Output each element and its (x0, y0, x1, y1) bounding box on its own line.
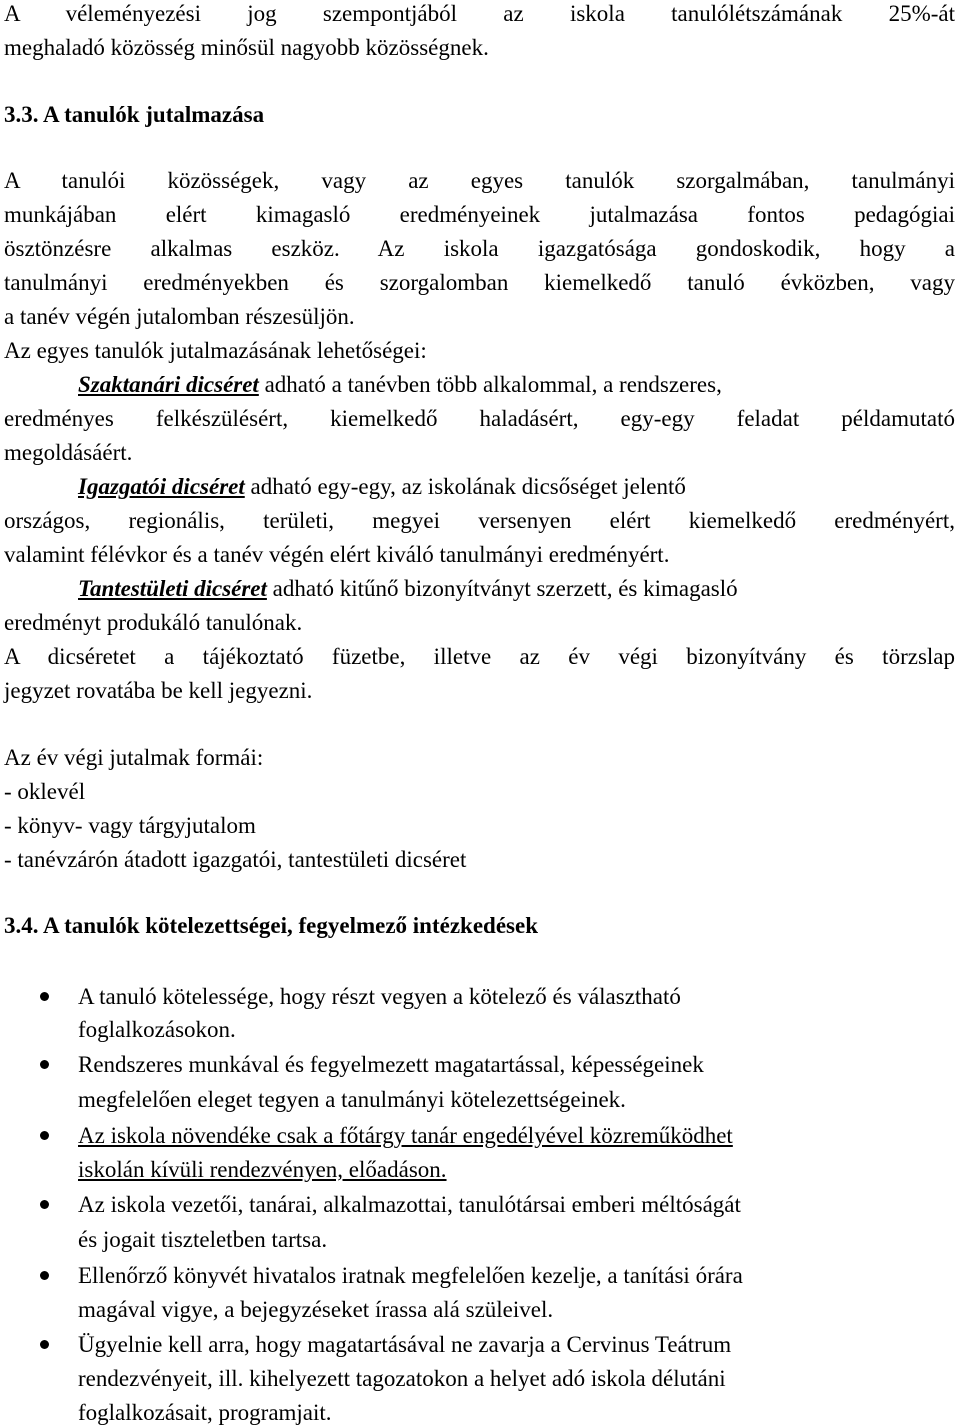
bullet-line: A tanuló kötelessége, hogy részt vegyen a kötelező és választható (78, 984, 681, 1009)
igazgatoi-rest: adható egy-egy, az iskolának dicsőséget jelentő (244, 474, 686, 499)
section-heading-3-3: 3.3. A tanulók jutalmazása (4, 102, 265, 127)
igazgatoi-line-3: valamint félévkor és a tanév végén elért kiváló tanulmányi eredményért. (4, 542, 670, 567)
szaktanari-line-2: eredményes felkészülésért, kiemelkedő haladásért, egy-egy feladat példamutató (4, 406, 955, 431)
paragraph-line: A tanulói közösségek, vagy az egyes tanulók szorgalmában, tanulmányi (4, 168, 955, 193)
szaktanari-rest: adható a tanévben több alkalommal, a rendszeres, (258, 372, 722, 397)
section-heading-3-4 (4, 912, 538, 940)
year-end-item: - oklevél (4, 779, 86, 804)
intro-line-2: meghaladó közösség minősül nagyobb közösségnek. (4, 35, 489, 60)
bullet-line-underlined: iskolán kívüli rendezvényen, előadáson. (78, 1157, 447, 1182)
bullet-icon (40, 1060, 49, 1069)
paragraph-line: ösztönzésre alkalmas eszköz. Az iskola igazgatósága gondoskodik, hogy a (4, 236, 955, 261)
igazgatoi-line-1 (78, 473, 686, 501)
bullet-line: rendezvényeit, ill. kihelyezett tagozatokon a helyet adó iskola délutáni (78, 1366, 726, 1391)
paragraph-line: tanulmányi eredményekben és szorgalomban kiemelkedő tanuló évközben, vagy (4, 270, 955, 295)
bullet-line-underlined: Az iskola növendéke csak a főtárgy tanár engedélyével közreműködhet (78, 1123, 733, 1148)
year-end-item: - tanévzárón átadott igazgatói, tantestületi dicséret (4, 847, 467, 872)
szaktanari-term: Szaktanári dicséret (78, 372, 259, 397)
bullet-line: foglalkozásokon. (78, 1017, 236, 1042)
bullet-icon (40, 1340, 49, 1349)
year-end-item: - könyv- vagy tárgyjutalom (4, 813, 256, 838)
bullet-line: Rendszeres munkával és fegyelmezett magatartással, képességeinek (78, 1052, 704, 1077)
szaktanari-line-1 (78, 371, 955, 399)
tantestuleti-term: Tantestületi dicséret (78, 576, 267, 601)
bullet-line: megfelelően eleget tegyen a tanulmányi kötelezettségeinek. (78, 1087, 626, 1112)
bullet-line: Az iskola vezetői, tanárai, alkalmazottai, tanulótársai emberi méltóságát (78, 1192, 741, 1217)
paragraph-line: munkájában elért kimagasló eredményeinek jutalmazása fontos pedagógiai (4, 202, 955, 227)
year-end-intro: Az év végi jutalmak formái: (4, 745, 264, 770)
bullet-icon (40, 992, 49, 1001)
tantestuleti-line-1 (78, 575, 738, 603)
tantestuleti-rest: adható kitűnő bizonyítványt szerzett, és kimagasló (266, 576, 738, 601)
paragraph-line: a tanév végén jutalomban részesüljön. (4, 304, 355, 329)
bullet-icon (40, 1200, 49, 1209)
igazgatoi-term: Igazgatói dicséret (78, 474, 245, 499)
intro-line-1: A véleményezési jog szempontjából az iskola tanulólétszámának 25%-át (4, 1, 955, 26)
bullet-icon (40, 1271, 49, 1280)
record-line-1: A dicséretet a tájékoztató füzetbe, illetve az év végi bizonyítvány és törzslap (4, 644, 955, 669)
section-heading-3-4-text: A tanulók kötelezettségei, fegyelmező intézkedések (42, 913, 539, 938)
tantestuleti-line-2: eredményt produkáló tanulónak. (4, 610, 303, 635)
section-heading-3-4-number: 3.4. (4, 913, 43, 938)
bullet-line: magával vigye, a bejegyzéseket írassa alá szüleivel. (78, 1297, 554, 1322)
bullet-line: foglalkozásait, programjait. (78, 1400, 332, 1425)
bullet-icon (40, 1131, 49, 1140)
igazgatoi-line-2: országos, regionális, területi, megyei versenyen elért kiemelkedő eredményért, (4, 508, 955, 533)
bullet-line: és jogait tiszteletben tartsa. (78, 1227, 328, 1252)
szaktanari-line-3: megoldásáért. (4, 440, 133, 465)
bullet-line: Ellenőrző könyvét hivatalos iratnak megfelelően kezelje, a tanítási órára (78, 1263, 743, 1288)
possibilities-intro: Az egyes tanulók jutalmazásának lehetőségei: (4, 338, 427, 363)
bullet-line: Ügyelnie kell arra, hogy magatartásával ne zavarja a Cervinus Teátrum (78, 1332, 732, 1357)
record-line-2: jegyzet rovatába be kell jegyezni. (4, 678, 313, 703)
